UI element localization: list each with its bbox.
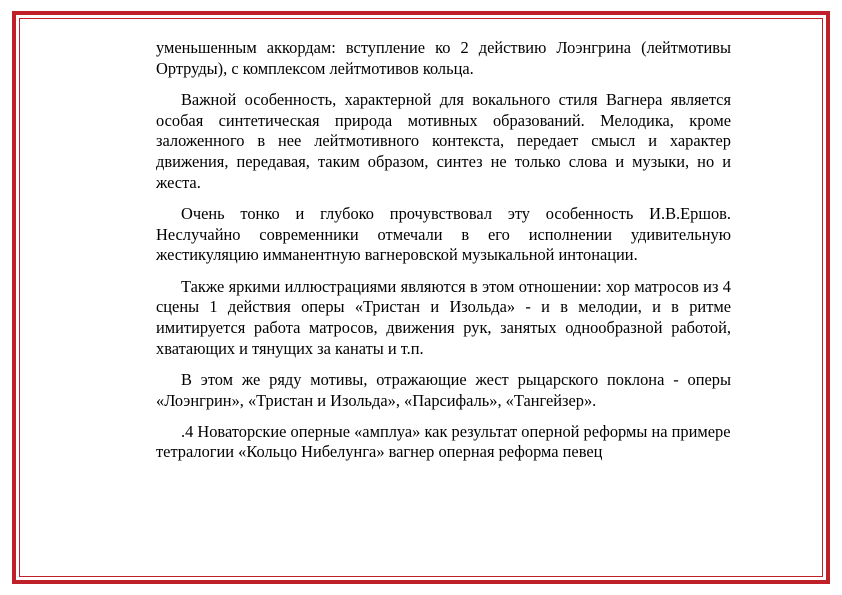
- paragraph-vocal-style: Важной особенность, характерной для вокального стиля Вагнера является особая синтетическая природа мотивных образований. Мелодика, кроме заложенного в нее лейтмотивного контекста, передает смысл и характер движения, передавая, таким образом, синтез не только слова и музыки, но и жеста.: [156, 89, 731, 192]
- paragraph-sailors-chorus: Также яркими иллюстрациями являются в этом отношении: хор матросов из 4 сцены 1 действия оперы «Тристан и Изольда» - и в мелодии, и в ритме имитируется работа матросов, движения рук, занятых однообразной работой, хватающих и тянущих за канаты и т.п.: [156, 276, 731, 358]
- document-body: [156, 38, 731, 474]
- paragraph-ershov: Очень тонко и глубоко прочувствовал эту особенность И.В.Ершов. Неслучайно современники отмечали в его исполнении удивительную жестикуляцию имманентную вагнеровской музыкальной интонации.: [156, 203, 731, 265]
- paragraph-knight-bow: В этом же ряду мотивы, отражающие жест рыцарского поклона - оперы «Лоэнгрин», «Тристан и Изольда», «Парсифаль», «Тангейзер».: [156, 369, 731, 410]
- paragraph-continuation: уменьшенным аккордам: вступление ко 2 действию Лоэнгрина (лейтмотивы Ортруды), с комплексом лейтмотивов кольца.: [156, 38, 731, 78]
- section-heading: .4 Новаторские оперные «амплуа» как результат оперной реформы на примере тетралогии «Кольцо Нибелунга» вагнер оперная реформа певец: [156, 421, 731, 462]
